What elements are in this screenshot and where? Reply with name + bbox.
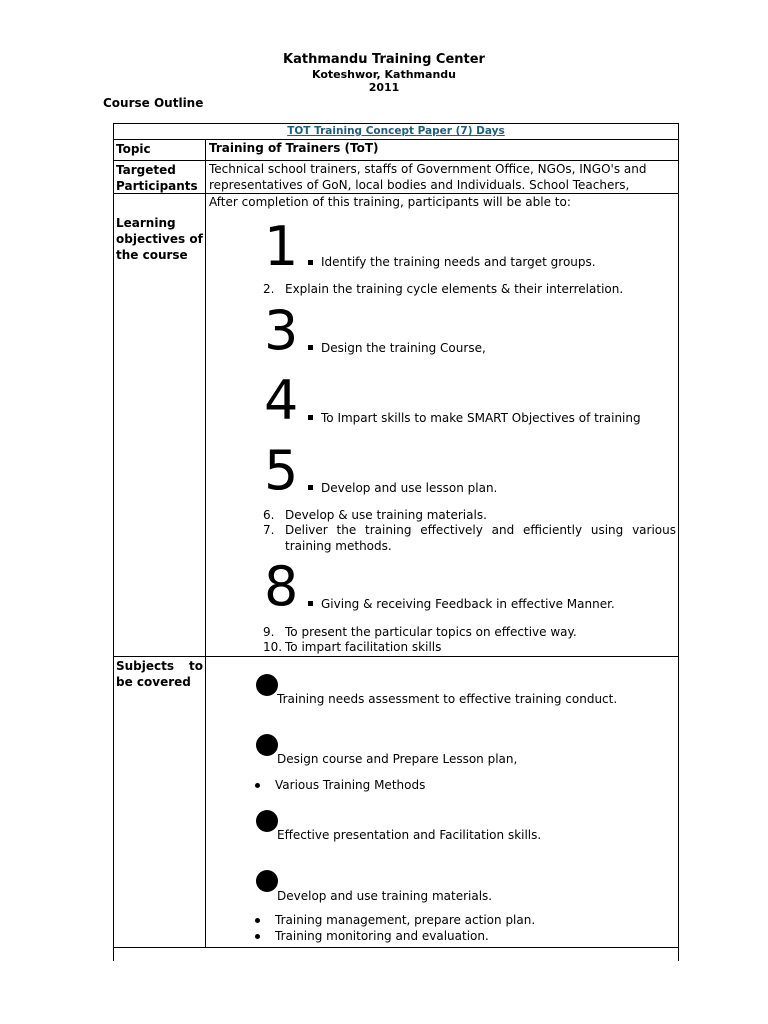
subjects-row <box>114 657 678 948</box>
learning-intro: After completion of this training, participants will be able to: <box>209 195 571 209</box>
objective-number: 5 <box>264 439 299 502</box>
targeted-line2: representatives of GoN, local bodies and Individuals. School Teachers, <box>209 178 630 192</box>
large-bullet-icon <box>256 734 278 756</box>
small-bullet-icon <box>255 918 260 923</box>
subjects-value <box>207 657 678 947</box>
small-bullet-icon <box>255 934 260 939</box>
large-bullet-icon <box>256 870 278 892</box>
learning-label-line1: Learning <box>116 216 176 230</box>
learning-label-line2: objectives of <box>116 232 203 246</box>
objective-number: 4 <box>264 369 299 432</box>
paper-title: TOT Training Concept Paper (7) Days <box>114 124 678 140</box>
center-title: Kathmandu Training Center <box>283 52 485 67</box>
objective-text: To Impart skills to make SMART Objectives of training <box>321 411 641 425</box>
course-outline-table <box>113 123 679 961</box>
topic-label: Topic <box>114 140 206 160</box>
large-bullet-icon <box>256 810 278 832</box>
objective-text: Deliver the training effectively and efficiently using various <box>285 523 676 537</box>
subject-item: Training management, prepare action plan. <box>275 913 536 927</box>
objective-text: To present the particular topics on effective way. <box>285 625 577 639</box>
square-bullet-icon <box>308 415 313 420</box>
topic-row <box>114 140 678 161</box>
blank-row-label <box>114 948 206 962</box>
objective-number: 1 <box>264 215 299 278</box>
subjects-label <box>114 657 206 947</box>
blank-row <box>114 948 678 962</box>
center-year: 2011 <box>368 81 400 94</box>
targeted-label-line2: Participants <box>116 179 198 193</box>
subjects-label-to: to <box>189 659 203 673</box>
subjects-label-line1: Subjects <box>116 659 175 673</box>
targeted-value <box>207 161 678 193</box>
subject-item: Design course and Prepare Lesson plan, <box>277 752 518 766</box>
center-location: Koteshwor, Kathmandu <box>312 68 456 81</box>
square-bullet-icon <box>308 345 313 350</box>
objective-text-continued: training methods. <box>285 539 392 553</box>
objective-text: Design the training Course, <box>321 341 486 355</box>
targeted-label <box>114 161 206 193</box>
learning-objectives-row <box>114 194 678 657</box>
learning-label <box>114 194 206 656</box>
subject-item: Training needs assessment to effective training conduct. <box>277 692 618 706</box>
targeted-participants-row <box>114 161 678 194</box>
subject-item: Effective presentation and Facilitation skills. <box>277 828 542 842</box>
small-bullet-icon <box>255 783 260 788</box>
subject-item: Various Training Methods <box>275 778 426 792</box>
learning-value <box>207 194 678 656</box>
objective-number: 7. <box>263 523 275 537</box>
targeted-label-line1: Targeted <box>116 163 176 177</box>
objective-number: 10. <box>263 640 283 654</box>
square-bullet-icon <box>308 260 313 265</box>
objective-text: To impart facilitation skills <box>285 640 442 654</box>
objective-text: Identify the training needs and target groups. <box>321 255 596 269</box>
square-bullet-icon <box>308 485 313 490</box>
objective-text: Develop & use training materials. <box>285 508 487 522</box>
objective-number: 8 <box>264 555 299 618</box>
objective-text: Explain the training cycle elements & their interrelation. <box>285 282 624 296</box>
topic-value: Training of Trainers (ToT) <box>209 141 379 155</box>
course-outline-label: Course Outline <box>103 96 204 110</box>
objective-number: 9. <box>263 625 275 639</box>
large-bullet-icon <box>256 674 278 696</box>
learning-label-line3: the course <box>116 248 188 262</box>
subjects-label-line2: be covered <box>116 675 191 689</box>
targeted-line1: Technical school trainers, staffs of Government Office, NGOs, INGO's and <box>209 162 647 176</box>
objective-number: 3 <box>264 299 299 362</box>
objective-text: Giving & receiving Feedback in effective Manner. <box>321 597 615 611</box>
objective-number: 6. <box>263 508 275 522</box>
objective-text: Develop and use lesson plan. <box>321 481 498 495</box>
subject-item: Develop and use training materials. <box>277 889 493 903</box>
objective-number: 2. <box>263 282 275 296</box>
subject-item: Training monitoring and evaluation. <box>275 929 489 943</box>
square-bullet-icon <box>308 601 313 606</box>
